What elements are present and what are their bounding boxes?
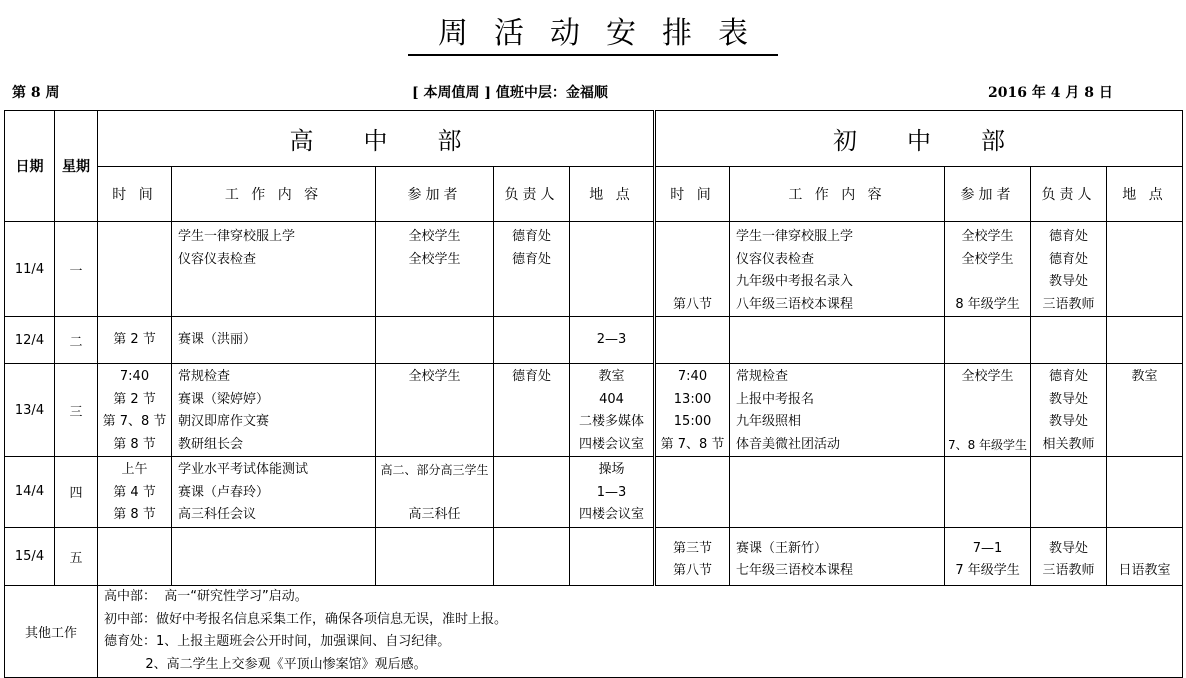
hs-content <box>172 222 376 317</box>
js-time-line: 15:00 <box>673 414 712 429</box>
hs-participants-line: 全校学生 <box>408 229 461 244</box>
js-owner <box>1031 222 1107 317</box>
hs-content <box>172 457 376 528</box>
js-participants-line: 全校学生 <box>961 251 1014 267</box>
js-owner-line: 教导处 <box>1049 391 1089 407</box>
js-time-line: 7:40 <box>677 369 708 384</box>
hs-participants <box>376 222 494 317</box>
js-time <box>655 457 730 528</box>
js-owner-line: 德育处 <box>1049 229 1089 244</box>
js-time-line: 第八节 <box>673 296 713 312</box>
hs-owner <box>494 527 570 585</box>
hs-time-line: 第 4 节 <box>113 484 156 500</box>
js-content <box>730 317 945 364</box>
hs-participants <box>376 364 494 457</box>
hs-content-line: 赛课（洪丽） <box>178 331 257 347</box>
js-time <box>655 364 730 457</box>
js-owner-line: 三语教师 <box>1042 563 1095 578</box>
row-date: 14/4 <box>5 457 55 528</box>
other-line: 高中部： 高一“研究性学习”启动。 <box>104 589 308 604</box>
hs-col-time: 时 间 <box>98 167 172 222</box>
hs-content-line: 教研组长会 <box>178 436 244 452</box>
js-location <box>1107 317 1183 364</box>
hs-content-line: 学业水平考试体能测试 <box>178 462 309 477</box>
hs-content-line: 学生一律穿校服上学 <box>178 229 296 244</box>
hs-location-line: 操场 <box>598 462 625 477</box>
row-date: 11/4 <box>5 222 55 317</box>
row-weekday: 二 <box>55 317 98 364</box>
js-content-line: 九年级中考报名录入 <box>736 274 854 289</box>
js-owner <box>1031 317 1107 364</box>
hs-location-line: 2—3 <box>596 331 627 347</box>
hs-location <box>570 364 655 457</box>
js-time <box>655 222 730 317</box>
hs-participants <box>376 527 494 585</box>
js-participants <box>945 222 1031 317</box>
js-time-line <box>656 226 729 249</box>
js-participants-line <box>945 389 1030 412</box>
hs-location <box>570 317 655 364</box>
hs-location <box>570 222 655 317</box>
js-col-owner: 负责人 <box>1031 167 1107 222</box>
js-content-line: 七年级三语校本课程 <box>736 563 854 578</box>
hs-time <box>98 364 172 457</box>
js-col-content: 工 作 内 容 <box>730 167 945 222</box>
hs-location-line: 1—3 <box>596 484 627 500</box>
js-content-line: 体音美微社团活动 <box>736 436 841 452</box>
hs-time-line: 第 7、8 节 <box>102 414 167 429</box>
hs-time-line <box>98 271 171 294</box>
row-weekday: 一 <box>55 222 98 317</box>
js-participants-line <box>945 271 1030 294</box>
js-content-line: 仪容仪表检查 <box>736 251 815 267</box>
js-location <box>1107 457 1183 528</box>
hs-location-line: 四楼会议室 <box>579 507 645 522</box>
js-location <box>1107 364 1183 457</box>
hs-col-participants: 参加者 <box>376 167 494 222</box>
hs-content <box>172 364 376 457</box>
hs-owner <box>494 457 570 528</box>
js-participants-line: 7—1 <box>972 540 1003 556</box>
hs-owner-line: 德育处 <box>511 369 551 384</box>
row-date: 12/4 <box>5 317 55 364</box>
js-participants-line: 全校学生 <box>961 229 1014 244</box>
table-row <box>5 222 1183 317</box>
js-content-line: 赛课（王新竹） <box>736 540 828 556</box>
js-participants <box>945 527 1031 585</box>
table-row <box>5 457 1183 528</box>
other-line: 初中部：做好中考报名信息采集工作，确保各项信息无误，准时上报。 <box>104 611 508 627</box>
hs-time-line: 第 2 节 <box>113 391 156 407</box>
duty-info: [ 本周值周 ] 值班中层：金福顺 <box>412 85 608 101</box>
col-date: 日期 <box>5 111 55 222</box>
js-participants <box>945 457 1031 528</box>
table-row <box>5 527 1183 585</box>
hs-time-line <box>98 249 171 272</box>
hs-time-line: 7:40 <box>119 369 150 384</box>
js-owner <box>1031 527 1107 585</box>
hs-owner <box>494 222 570 317</box>
js-owner-line: 教导处 <box>1049 274 1089 289</box>
schedule-table <box>4 110 1183 678</box>
hs-time-line: 第 8 节 <box>113 436 156 452</box>
hs-location-line: 四楼会议室 <box>579 436 645 452</box>
js-time-line: 第八节 <box>673 563 713 578</box>
row-weekday: 三 <box>55 364 98 457</box>
hs-time <box>98 527 172 585</box>
js-participants-line: 7 年级学生 <box>955 563 1020 578</box>
js-time-line <box>656 271 729 294</box>
hs-time <box>98 457 172 528</box>
other-work-content <box>98 585 1183 677</box>
report-date: 2016 年 4 月 8 日 <box>988 85 1113 101</box>
hs-owner-line: 德育处 <box>511 229 551 244</box>
hs-location-line: 教室 <box>598 369 625 384</box>
hs-owner <box>494 317 570 364</box>
hs-content-line: 高三科任会议 <box>178 507 257 522</box>
hs-content <box>172 317 376 364</box>
hs-content-line: 赛课（卢春玲） <box>178 484 270 500</box>
js-participants <box>945 317 1031 364</box>
row-weekday: 五 <box>55 527 98 585</box>
high-school-header: 高中部 <box>98 111 655 167</box>
row-date: 15/4 <box>5 527 55 585</box>
hs-col-owner: 负责人 <box>494 167 570 222</box>
week-number: 第 8 周 <box>12 85 60 101</box>
js-owner-line: 三语教师 <box>1042 296 1095 312</box>
js-participants-line: 7、8 年级学生 <box>947 437 1028 452</box>
hs-participants-line: 全校学生 <box>408 251 461 267</box>
js-owner-line: 教导处 <box>1049 540 1089 556</box>
js-col-participants: 参加者 <box>945 167 1031 222</box>
js-content-line: 学生一律穿校服上学 <box>736 229 854 244</box>
hs-participants-line: 高三科任 <box>408 507 461 522</box>
hs-col-location: 地 点 <box>570 167 655 222</box>
js-content <box>730 364 945 457</box>
js-content <box>730 527 945 585</box>
other-work-label: 其他工作 <box>5 585 98 677</box>
other-line: 德育处：1、上报主题班会公开时间，加强课间、自习纪律。 <box>104 634 451 649</box>
hs-owner-line: 德育处 <box>511 251 551 267</box>
js-participants-line: 8 年级学生 <box>955 296 1020 312</box>
hs-owner <box>494 364 570 457</box>
page-title: 周活动安排表 <box>0 8 1186 56</box>
js-participants-line: 全校学生 <box>961 369 1014 384</box>
js-location <box>1107 527 1183 585</box>
hs-participants <box>376 457 494 528</box>
js-location <box>1107 222 1183 317</box>
js-col-location: 地 点 <box>1107 167 1183 222</box>
col-weekday: 星期 <box>55 111 98 222</box>
hs-participants-line <box>376 482 493 505</box>
js-time-line: 第 7、8 节 <box>660 436 725 452</box>
hs-participants-line: 高二、部分高三学生 <box>380 463 489 477</box>
hs-time-line: 上午 <box>121 462 148 477</box>
js-participants-line <box>945 411 1030 434</box>
js-time-line: 第三节 <box>673 540 713 556</box>
hs-location-line: 二楼多媒体 <box>579 414 645 429</box>
js-owner-line: 相关教师 <box>1042 436 1095 452</box>
js-time-line <box>656 249 729 272</box>
hs-content-line: 朝汉即席作文赛 <box>178 414 270 429</box>
js-content <box>730 222 945 317</box>
hs-location-line: 404 <box>599 391 624 407</box>
hs-content-line: 仪容仪表检查 <box>178 251 257 267</box>
hs-location <box>570 527 655 585</box>
hs-time <box>98 317 172 364</box>
hs-time-line: 第 8 节 <box>113 507 156 522</box>
hs-content-line: 赛课（梁婷婷） <box>178 391 270 407</box>
js-location-line: 教室 <box>1131 369 1158 384</box>
hs-time-line <box>98 226 171 249</box>
row-date: 13/4 <box>5 364 55 457</box>
js-owner <box>1031 457 1107 528</box>
js-content-line: 上报中考报名 <box>736 391 815 407</box>
js-time-line: 13:00 <box>673 391 712 407</box>
js-content-line: 八年级三语校本课程 <box>736 296 854 312</box>
js-owner <box>1031 364 1107 457</box>
js-time <box>655 317 730 364</box>
row-weekday: 四 <box>55 457 98 528</box>
js-participants <box>945 364 1031 457</box>
hs-time <box>98 222 172 317</box>
hs-col-content: 工 作 内 容 <box>172 167 376 222</box>
js-time <box>655 527 730 585</box>
js-owner-line: 德育处 <box>1049 251 1089 267</box>
js-col-time: 时 间 <box>655 167 730 222</box>
junior-school-header: 初中部 <box>655 111 1183 167</box>
js-content-line: 常规检查 <box>736 369 789 384</box>
table-row <box>5 317 1183 364</box>
hs-time-line: 第 2 节 <box>113 331 156 347</box>
hs-participants-line: 全校学生 <box>408 369 461 384</box>
js-owner-line: 教导处 <box>1049 414 1089 429</box>
js-content-line: 九年级照相 <box>736 414 802 429</box>
hs-content-line: 常规检查 <box>178 369 231 384</box>
hs-participants <box>376 317 494 364</box>
js-owner-line: 德育处 <box>1049 369 1089 384</box>
other-line: 2、高二学生上交参观《平顶山惨案馆》观后感。 <box>104 656 427 672</box>
js-content <box>730 457 945 528</box>
table-row <box>5 364 1183 457</box>
hs-location <box>570 457 655 528</box>
hs-content <box>172 527 376 585</box>
js-location-line: 日语教室 <box>1118 563 1171 578</box>
